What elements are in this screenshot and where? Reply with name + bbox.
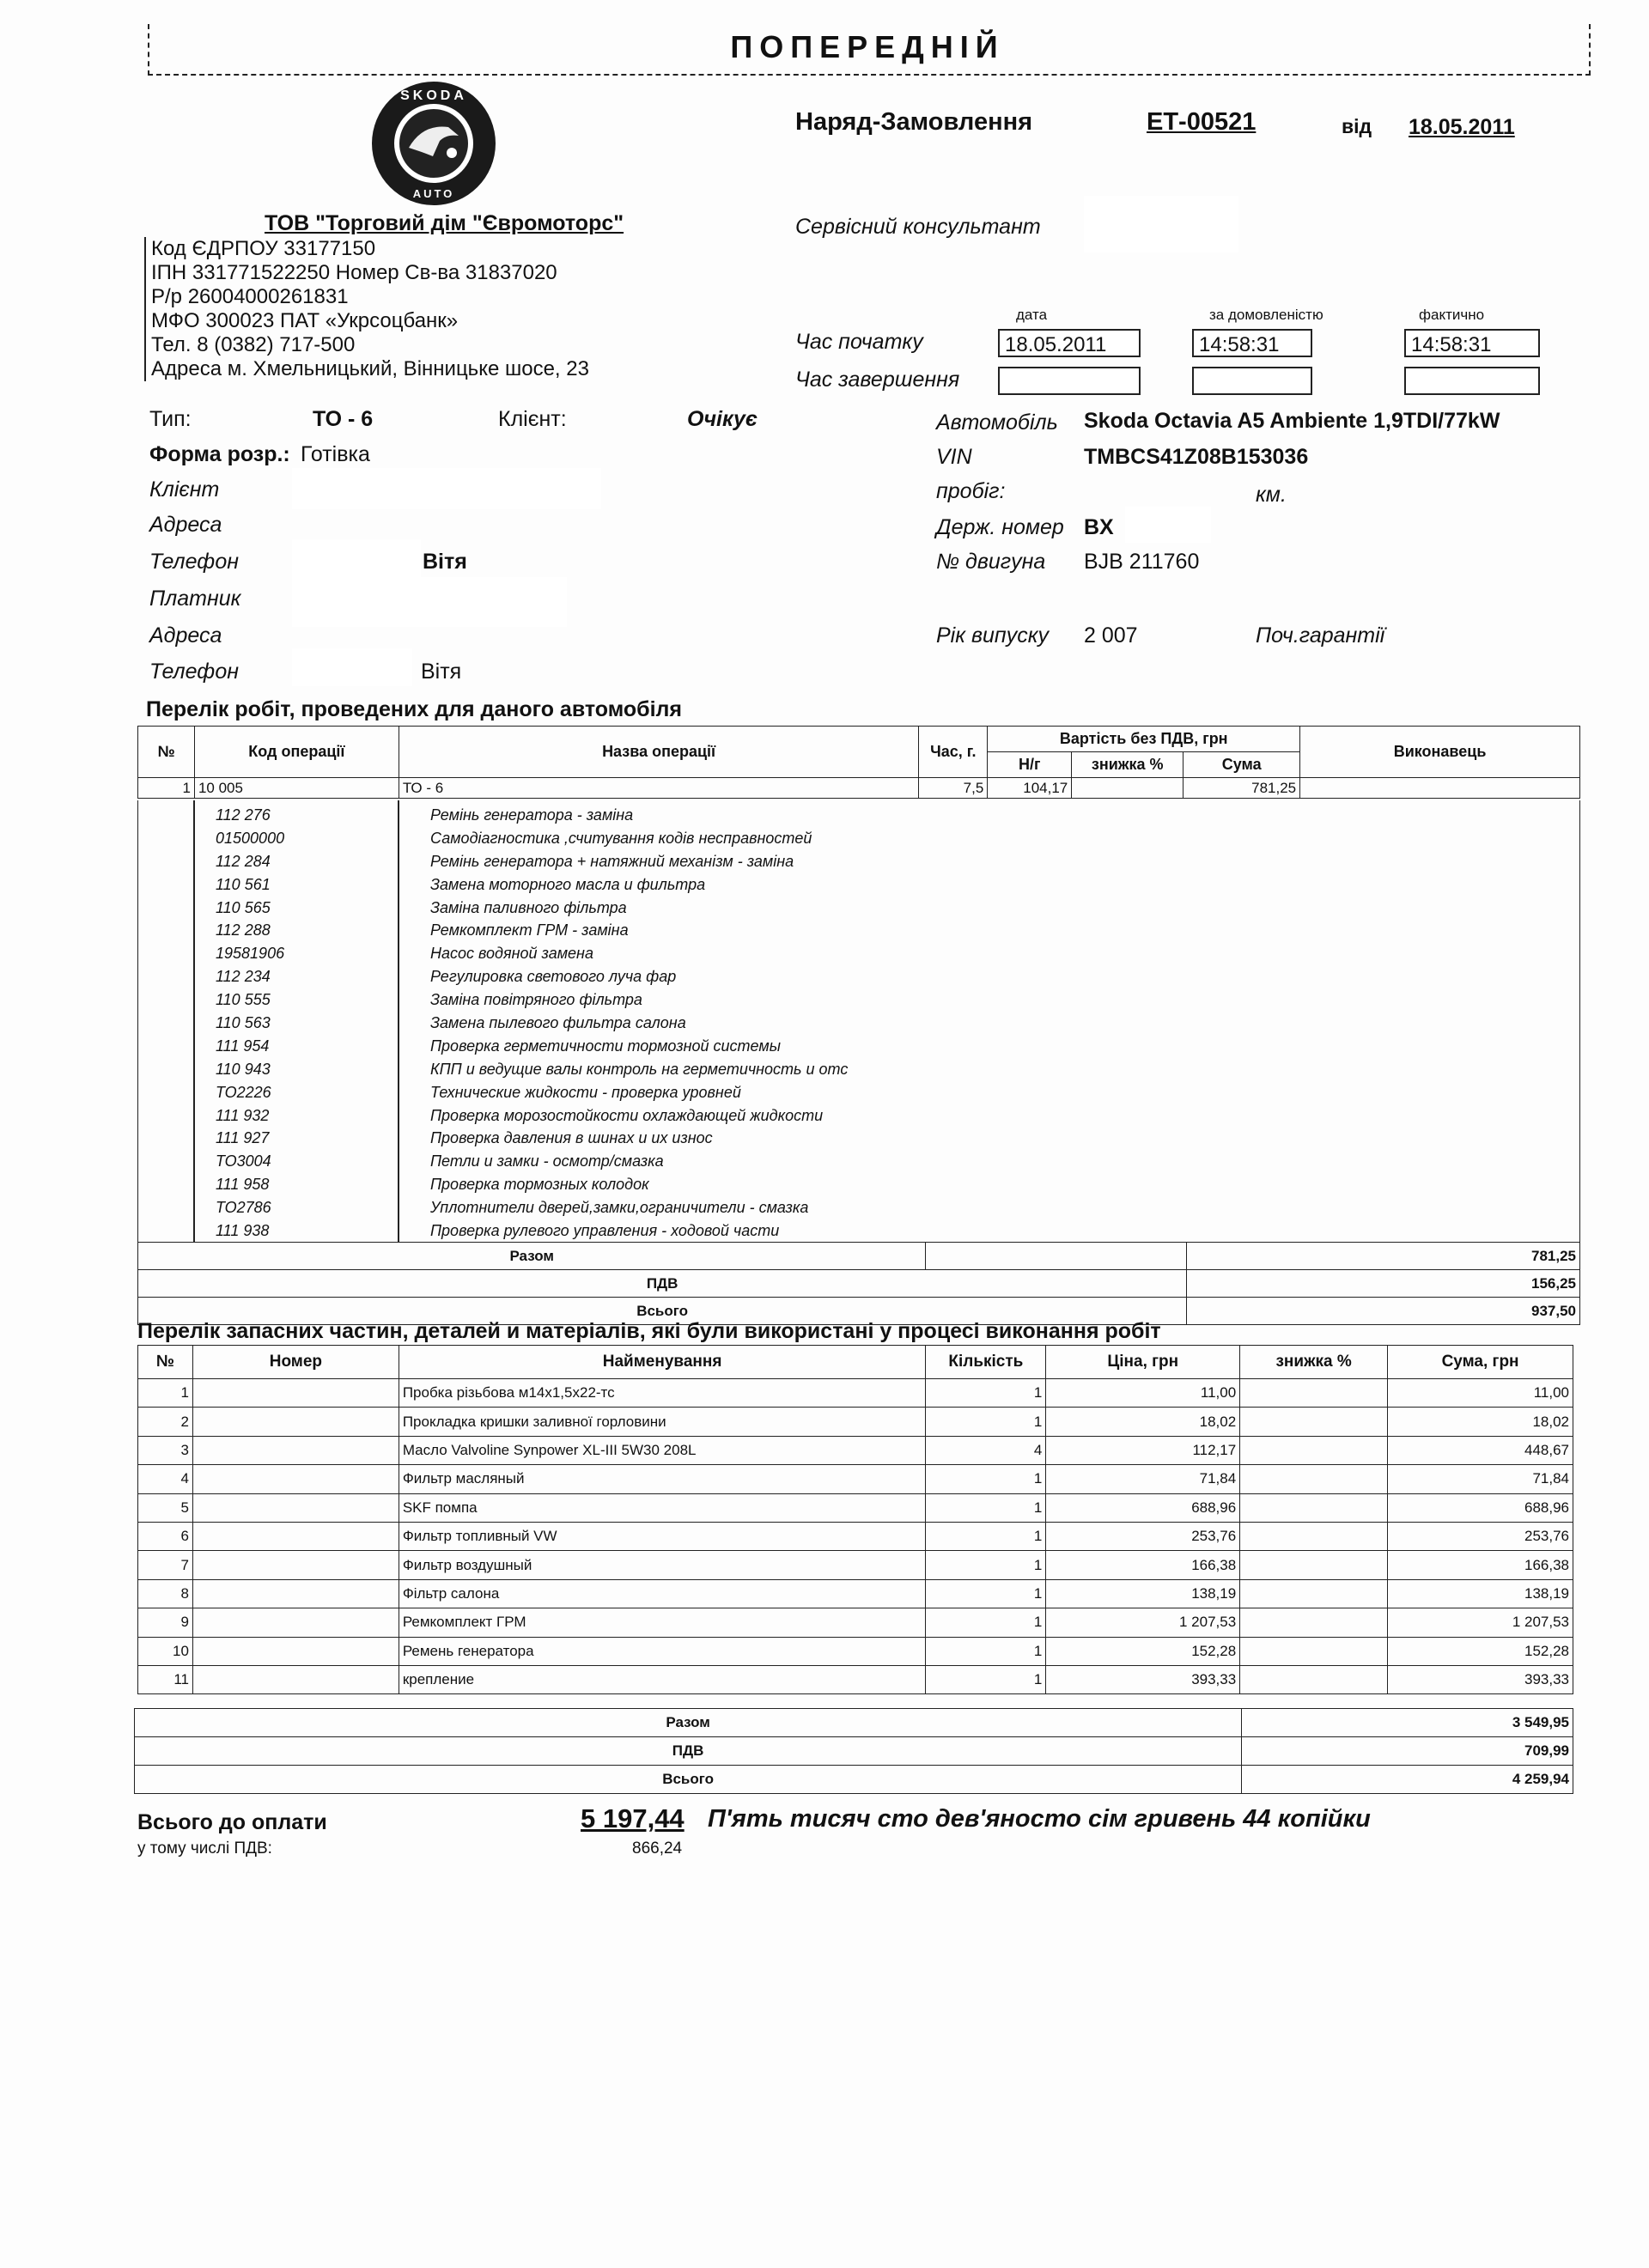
vat-included-label: у тому числі ПДВ: — [137, 1839, 272, 1858]
year-value: 2 007 — [1084, 623, 1138, 648]
parts-col-number: Номер — [192, 1346, 399, 1379]
cell-rate: 104,17 — [988, 778, 1072, 799]
col-code: Код операції — [194, 727, 399, 778]
parts-table — [137, 1345, 1573, 1694]
works-grand-value: 937,50 — [1187, 1298, 1580, 1325]
parts-cell-name: крепление — [399, 1665, 926, 1693]
parts-cell-name: SKF помпа — [399, 1493, 926, 1522]
parts-cell-price: 166,38 — [1046, 1551, 1240, 1579]
parts-cell-qty: 1 — [926, 1637, 1046, 1665]
operation-name: Регулировка светового луча фар — [430, 968, 677, 986]
parts-cell-name: Масло Valvoline Synpower XL-III 5W30 208L — [399, 1436, 926, 1464]
doc-date: 18.05.2011 — [1409, 115, 1515, 139]
parts-cell-no: 6 — [138, 1522, 193, 1550]
redacted-plate — [1125, 507, 1211, 543]
type-value: ТО - 6 — [313, 407, 374, 431]
parts-cell-qty: 1 — [926, 1608, 1046, 1637]
operation-code: 110 555 — [216, 991, 271, 1009]
parts-cell-no: 5 — [138, 1493, 193, 1522]
col-date-label: дата — [1016, 307, 1048, 323]
works-main-row — [138, 778, 1580, 799]
warranty-label: Поч.гарантії — [1256, 623, 1385, 648]
svg-text:AUTO: AUTO — [412, 187, 455, 200]
company-line: МФО 300023 ПАТ «Укрсоцбанк» — [151, 309, 459, 332]
company-line: ІПН 331771522250 Номер Св-ва 31837020 — [151, 261, 557, 284]
operation-name: Уплотнители дверей,замки,ограничители - смазка — [430, 1199, 809, 1217]
client-top-label: Клієнт: — [498, 407, 567, 431]
parts-vat-label: ПДВ — [135, 1737, 1242, 1766]
operation-name: Заміна паливного фільтра — [430, 898, 627, 916]
col-sum: Сума — [1184, 752, 1300, 778]
cell-hours: 7,5 — [919, 778, 988, 799]
parts-col-qty: Кількість — [926, 1346, 1046, 1379]
works-totals — [137, 1242, 1580, 1325]
parts-cell-price: 18,02 — [1046, 1408, 1240, 1436]
works-total-value: 781,25 — [1187, 1243, 1580, 1270]
end-actual-field — [1404, 367, 1540, 395]
parts-cell-number — [192, 1608, 399, 1637]
parts-cell-sum: 138,19 — [1388, 1579, 1573, 1608]
parts-cell-discount — [1240, 1637, 1388, 1665]
company-line: Р/р 26004000261831 — [151, 285, 349, 308]
vin-value: TMBCS41Z08B153036 — [1084, 445, 1309, 469]
parts-cell-qty: 1 — [926, 1579, 1046, 1608]
parts-row — [138, 1408, 1573, 1436]
operation-row — [138, 1035, 1169, 1058]
cell-executor — [1300, 778, 1580, 799]
parts-cell-name: Ремкомплект ГРМ — [399, 1608, 926, 1637]
operation-row — [138, 897, 1169, 920]
col-executor: Виконавець — [1300, 727, 1580, 778]
mileage-unit: км. — [1256, 483, 1287, 507]
total-due-label: Всього до оплати — [137, 1810, 327, 1834]
parts-vat-row — [135, 1737, 1573, 1766]
parts-cell-no: 7 — [138, 1551, 193, 1579]
company-line: Тел. 8 (0382) 717-500 — [151, 333, 356, 356]
parts-cell-sum: 71,84 — [1388, 1465, 1573, 1493]
parts-cell-no: 8 — [138, 1579, 193, 1608]
address2-label: Адреса — [149, 623, 222, 648]
parts-col-name: Найменування — [399, 1346, 926, 1379]
col-cost-group: Вартість без ПДВ, грн — [988, 727, 1300, 752]
parts-cell-name: Пробка різьбова м14х1,5х22-тс — [399, 1379, 926, 1408]
operation-row — [138, 919, 1169, 942]
operation-name: Заміна повітряного фільтра — [430, 991, 642, 1009]
mileage-label: пробіг: — [936, 479, 1006, 503]
parts-cell-discount — [1240, 1665, 1388, 1693]
parts-total-row — [135, 1709, 1573, 1737]
operation-name: КПП и ведущие валы контроль на герметичность и отс — [430, 1060, 849, 1078]
operation-code: 111 938 — [216, 1221, 270, 1239]
engine-value: BJB 211760 — [1084, 550, 1200, 574]
parts-cell-price: 112,17 — [1046, 1436, 1240, 1464]
parts-cell-qty: 1 — [926, 1493, 1046, 1522]
operation-name: Замена моторного масла и фильтра — [430, 875, 706, 893]
operation-code: 111 958 — [216, 1176, 270, 1194]
parts-title: Перелік запасних частин, деталей и матеріалів, які були використані у процесі виконання робіт — [137, 1319, 1161, 1343]
parts-cell-sum: 166,38 — [1388, 1551, 1573, 1579]
operation-code: 110 565 — [216, 898, 271, 916]
parts-cell-price: 688,96 — [1046, 1493, 1240, 1522]
vin-label: VIN — [936, 445, 972, 469]
parts-col-discount: знижка % — [1240, 1346, 1388, 1379]
parts-grand-value: 4 259,94 — [1242, 1766, 1573, 1794]
parts-row — [138, 1493, 1573, 1522]
operation-name: Технические жидкости - проверка уровней — [430, 1083, 741, 1101]
parts-cell-qty: 1 — [926, 1465, 1046, 1493]
parts-cell-qty: 1 — [926, 1665, 1046, 1693]
operation-row — [138, 965, 1169, 988]
operation-row — [138, 827, 1169, 850]
parts-col-sum: Сума, грн — [1388, 1346, 1573, 1379]
parts-cell-sum: 393,33 — [1388, 1665, 1573, 1693]
works-grand-label: Всього — [138, 1298, 1187, 1325]
payer-label: Платник — [149, 587, 241, 611]
payment-form-value: Готівка — [301, 442, 370, 466]
col-rate: Н/г — [988, 752, 1072, 778]
car-value: Skoda Octavia A5 Ambiente 1,9TDI/77kW — [1084, 409, 1500, 433]
parts-cell-price: 11,00 — [1046, 1379, 1240, 1408]
operation-code: 110 943 — [216, 1060, 271, 1078]
operation-name: Ремінь генератора - заміна — [430, 806, 634, 824]
operation-row — [138, 850, 1169, 873]
parts-cell-sum: 152,28 — [1388, 1637, 1573, 1665]
parts-row — [138, 1579, 1573, 1608]
parts-cell-qty: 4 — [926, 1436, 1046, 1464]
operation-row — [138, 1012, 1169, 1035]
engine-label: № двигуна — [936, 550, 1046, 574]
col-agreed-label: за домовленістю — [1209, 307, 1323, 323]
parts-cell-no: 3 — [138, 1436, 193, 1464]
operation-name: Петли и замки - осмотр/смазка — [430, 1152, 664, 1170]
end-agreed-field — [1192, 367, 1312, 395]
operation-code: 112 284 — [216, 852, 271, 870]
total-due-value: 5 197,44 — [581, 1803, 685, 1833]
operation-code: ТО2786 — [216, 1199, 271, 1217]
operation-name: Проверка герметичности тормозной системы — [430, 1037, 781, 1055]
skoda-auto-logo — [369, 79, 498, 208]
parts-cell-name: Фільтр салона — [399, 1579, 926, 1608]
company-line: Адреса м. Хмельницький, Вінницьке шосе, 23 — [151, 357, 589, 380]
parts-cell-discount — [1240, 1522, 1388, 1550]
parts-cell-qty: 1 — [926, 1522, 1046, 1550]
start-time-label: Час початку — [795, 330, 923, 354]
phone2-label: Телефон — [149, 660, 240, 684]
parts-cell-price: 138,19 — [1046, 1579, 1240, 1608]
operation-row — [138, 988, 1169, 1012]
operation-name: Ремінь генератора + натяжний механізм - заміна — [430, 852, 794, 870]
works-total-label: Разом — [138, 1243, 926, 1270]
parts-cell-price: 152,28 — [1046, 1637, 1240, 1665]
parts-row — [138, 1465, 1573, 1493]
client-status: Очікує — [687, 407, 758, 431]
car-label: Автомобіль — [936, 410, 1058, 435]
redacted-phone2 — [292, 648, 412, 686]
parts-cell-number — [192, 1637, 399, 1665]
parts-cell-number — [192, 1551, 399, 1579]
works-vat-label: ПДВ — [138, 1270, 1187, 1298]
operation-code: ТО2226 — [216, 1083, 271, 1101]
parts-col-no: № — [138, 1346, 193, 1379]
operation-name: Насос водяной замена — [430, 945, 593, 963]
operation-row — [138, 1081, 1169, 1104]
type-label: Тип: — [149, 407, 192, 431]
parts-cell-name: Фильтр топливный VW — [399, 1522, 926, 1550]
parts-row — [138, 1436, 1573, 1464]
parts-cell-number — [192, 1465, 399, 1493]
parts-cell-sum: 1 207,53 — [1388, 1608, 1573, 1637]
payment-form-label: Форма розр.: — [149, 442, 290, 466]
operation-row — [138, 1127, 1169, 1150]
parts-row — [138, 1522, 1573, 1550]
redacted-payer — [292, 577, 567, 627]
company-block — [144, 211, 624, 381]
phone2-contact-name: Вітя — [421, 660, 462, 684]
operation-name: Проверка рулевого управления - ходовой части — [430, 1221, 780, 1239]
year-label: Рік випуску — [936, 623, 1049, 648]
operation-name: Самодіагностика ,считування кодів несправностей — [430, 829, 812, 847]
parts-cell-discount — [1240, 1408, 1388, 1436]
parts-cell-qty: 1 — [926, 1408, 1046, 1436]
parts-row — [138, 1379, 1573, 1408]
plate-label: Держ. номер — [936, 515, 1064, 539]
parts-cell-discount — [1240, 1493, 1388, 1522]
cell-sum: 781,25 — [1184, 778, 1300, 799]
operation-name: Замена пылевого фильтра салона — [430, 1013, 686, 1031]
parts-cell-discount — [1240, 1379, 1388, 1408]
operations-list — [138, 804, 1169, 1243]
svg-text:SKODA: SKODA — [400, 88, 467, 103]
cell-code: 10 005 — [194, 778, 399, 799]
operation-row — [138, 804, 1169, 827]
works-total-row — [138, 1243, 1580, 1270]
phone-contact-name: Вітя — [423, 550, 467, 574]
operation-code: 111 954 — [216, 1037, 270, 1055]
parts-total-value: 3 549,95 — [1242, 1709, 1573, 1737]
total-due-words: П'ять тисяч сто дев'яносто сім гривень 44 копійки — [708, 1805, 1371, 1833]
works-table — [137, 726, 1580, 799]
cell-no: 1 — [138, 778, 195, 799]
operation-code: 01500000 — [216, 829, 285, 847]
col-no: № — [138, 727, 195, 778]
operations-frame — [137, 800, 1580, 1242]
cell-discount — [1072, 778, 1184, 799]
parts-cell-number — [192, 1408, 399, 1436]
parts-cell-discount — [1240, 1579, 1388, 1608]
parts-cell-number — [192, 1436, 399, 1464]
parts-vat-value: 709,99 — [1242, 1737, 1573, 1766]
parts-cell-discount — [1240, 1608, 1388, 1637]
parts-cell-sum: 448,67 — [1388, 1436, 1573, 1464]
operation-row — [138, 1104, 1169, 1128]
operation-row — [138, 1150, 1169, 1173]
col-hours: Час, г. — [919, 727, 988, 778]
cell-name: ТО - 6 — [399, 778, 919, 799]
operation-code: 112 276 — [216, 806, 271, 824]
operation-row — [138, 1196, 1169, 1219]
parts-cell-qty: 1 — [926, 1551, 1046, 1579]
parts-grand-row — [135, 1766, 1573, 1794]
parts-cell-no: 1 — [138, 1379, 193, 1408]
parts-row — [138, 1637, 1573, 1665]
start-date-field: 18.05.2011 — [998, 329, 1141, 357]
parts-cell-sum: 253,76 — [1388, 1522, 1573, 1550]
col-actual-label: фактично — [1419, 307, 1485, 323]
parts-cell-no: 2 — [138, 1408, 193, 1436]
doc-title: Наряд-Замовлення — [795, 108, 1033, 136]
parts-cell-name: Прокладка кришки заливної горловини — [399, 1408, 926, 1436]
operation-row — [138, 1173, 1169, 1196]
parts-cell-no: 11 — [138, 1665, 193, 1693]
operation-row — [138, 1058, 1169, 1081]
consultant-label: Сервісний консультант — [795, 215, 1041, 239]
operation-code: 111 932 — [216, 1106, 270, 1124]
end-date-field — [998, 367, 1141, 395]
col-discount: знижка % — [1072, 752, 1184, 778]
parts-cell-discount — [1240, 1436, 1388, 1464]
parts-cell-discount — [1240, 1465, 1388, 1493]
parts-cell-number — [192, 1379, 399, 1408]
operation-name: Ремкомплект ГРМ - заміна — [430, 921, 629, 939]
plate-value: BX — [1084, 515, 1114, 539]
end-time-label: Час завершення — [795, 368, 960, 392]
start-actual-field: 14:58:31 — [1404, 329, 1540, 357]
parts-cell-price: 393,33 — [1046, 1665, 1240, 1693]
phone-label: Телефон — [149, 550, 240, 574]
works-vat-value: 156,25 — [1187, 1270, 1580, 1298]
operation-name: Проверка морозостойкости охлаждающей жидкости — [430, 1106, 824, 1124]
parts-cell-name: Фильтр воздушный — [399, 1551, 926, 1579]
parts-cell-sum: 18,02 — [1388, 1408, 1573, 1436]
parts-row — [138, 1551, 1573, 1579]
parts-cell-qty: 1 — [926, 1379, 1046, 1408]
address-label: Адреса — [149, 513, 222, 537]
doc-date-label: від — [1342, 115, 1372, 137]
works-title: Перелік робіт, проведених для даного автомобіля — [146, 697, 683, 721]
redacted-phone — [292, 539, 421, 577]
parts-cell-number — [192, 1579, 399, 1608]
parts-cell-name: Ремень генератора — [399, 1637, 926, 1665]
parts-col-price: Ціна, грн — [1046, 1346, 1240, 1379]
operation-code: 110 563 — [216, 1013, 271, 1031]
parts-cell-sum: 11,00 — [1388, 1379, 1573, 1408]
parts-cell-price: 1 207,53 — [1046, 1608, 1240, 1637]
start-agreed-field: 14:58:31 — [1192, 329, 1312, 357]
operation-name: Проверка давления в шинах и их износ — [430, 1129, 713, 1147]
vat-included-value: 866,24 — [632, 1839, 683, 1858]
operation-code: 110 561 — [216, 875, 271, 893]
operation-row — [138, 873, 1169, 897]
parts-cell-price: 253,76 — [1046, 1522, 1240, 1550]
company-name: ТОВ "Торговий дім "Євромоторс" — [265, 211, 624, 235]
client-label: Клієнт — [149, 477, 220, 502]
operation-code: 112 234 — [216, 968, 271, 986]
parts-cell-no: 9 — [138, 1608, 193, 1637]
parts-row — [138, 1665, 1573, 1693]
parts-cell-number — [192, 1665, 399, 1693]
col-name: Назва операції — [399, 727, 919, 778]
parts-row — [138, 1608, 1573, 1637]
parts-grand-label: Всього — [135, 1766, 1242, 1794]
operation-row — [138, 942, 1169, 965]
doc-number: ЕТ-00521 — [1147, 108, 1257, 136]
parts-cell-discount — [1240, 1551, 1388, 1579]
company-line: Код ЄДРПОУ 33177150 — [151, 237, 376, 260]
parts-cell-number — [192, 1493, 399, 1522]
parts-cell-sum: 688,96 — [1388, 1493, 1573, 1522]
parts-cell-name: Фильтр масляный — [399, 1465, 926, 1493]
operation-row — [138, 1219, 1169, 1243]
operation-code: 19581906 — [216, 945, 285, 963]
redacted-consultant — [1084, 196, 1238, 252]
operation-code: 111 927 — [216, 1129, 270, 1147]
redacted-client — [292, 468, 601, 509]
parts-cell-number — [192, 1522, 399, 1550]
operation-name: Проверка тормозных колодок — [430, 1176, 649, 1194]
works-vat-row — [138, 1270, 1580, 1298]
document-status: ПОПЕРЕДНІЙ — [730, 29, 1005, 64]
parts-totals — [134, 1708, 1573, 1794]
parts-cell-no: 4 — [138, 1465, 193, 1493]
parts-cell-price: 71,84 — [1046, 1465, 1240, 1493]
operation-code: 112 288 — [216, 921, 271, 939]
parts-total-label: Разом — [135, 1709, 1242, 1737]
operation-code: ТО3004 — [216, 1152, 271, 1170]
parts-cell-no: 10 — [138, 1637, 193, 1665]
